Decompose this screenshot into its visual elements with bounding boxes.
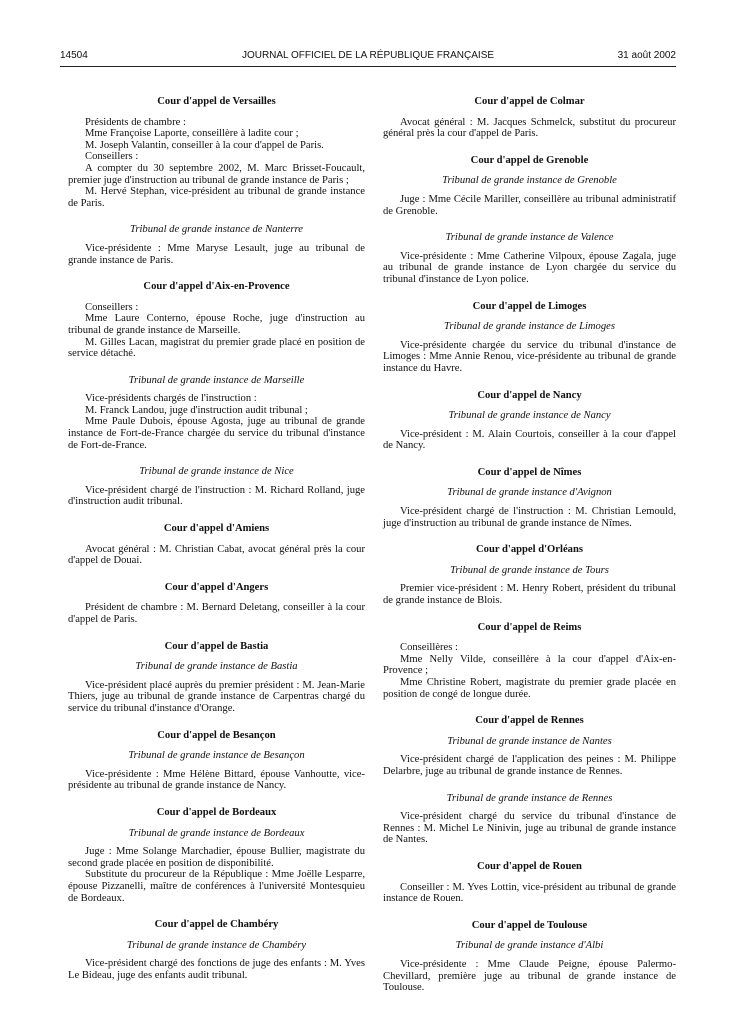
appointment-block — [383, 390, 676, 452]
court-heading: Cour d'appel de Reims — [477, 621, 582, 633]
court-heading: Cour d'appel de Chambéry — [154, 919, 279, 931]
appointment-block — [68, 641, 365, 715]
header-rule — [60, 66, 676, 67]
appointment-text: Substitute du procureur de la République : Mme Joëlle Lesparre, épouse Pizzanelli, maître de conférences à l'université Montesquieu de Bordeaux. — [68, 869, 365, 904]
appointment-block — [68, 807, 365, 904]
tribunal-heading: Tribunal de grande instance de Valence — [445, 232, 614, 244]
page-header — [60, 50, 676, 64]
appointment-block — [68, 96, 365, 209]
appointment-block — [68, 281, 365, 360]
appointment-text: Vice-président chargé de l'instruction : M. Richard Rolland, juge d'instruction audit tribunal. — [68, 484, 365, 508]
court-heading: Cour d'appel de Rennes — [475, 715, 584, 727]
court-heading: Cour d'appel d'Orléans — [476, 544, 583, 556]
appointment-text: Vice-président placé auprès du premier président : M. Jean-Marie Thiers, juge au tribunal de grande instance de Carpentras chargé du service du tribunal d'instance d'Orange. — [68, 679, 365, 714]
appointment-block — [383, 715, 676, 777]
appointment-text: Vice-présidente : Mme Claude Peigne, épouse Palermo-Chevillard, première juge au tribunal de grande instance de Toulouse. — [383, 958, 676, 994]
tribunal-heading: Tribunal de grande instance de Tours — [450, 564, 609, 576]
tribunal-heading: Tribunal de grande instance d'Avignon — [447, 487, 612, 499]
appointment-block — [68, 919, 365, 981]
tribunal-heading: Tribunal de grande instance de Nancy — [448, 410, 611, 422]
appointment-block — [383, 861, 676, 905]
appointment-text: Vice-présidente chargée du service du tribunal d'instance de Limoges : Mme Annie Renou, vice-présidente au tribunal de grande instance du Havre. — [383, 339, 676, 374]
appointment-block — [383, 793, 676, 846]
court-heading: Cour d'appel d'Angers — [164, 581, 269, 593]
appointment-text: Mme Françoise Laporte, conseillère à ladite cour ; — [85, 128, 299, 140]
journal-title: JOURNAL OFFICIEL DE LA RÉPUBLIQUE FRANÇAISE — [241, 50, 495, 61]
appointment-text: Conseillers : — [85, 301, 139, 313]
appointment-block — [383, 467, 676, 529]
tribunal-heading: Tribunal de grande instance de Nantes — [447, 735, 612, 747]
appointment-text: Juge : Mme Cécile Mariller, conseillère au tribunal administratif de Grenoble. — [383, 193, 676, 217]
appointment-block — [383, 301, 676, 375]
court-heading: Cour d'appel d'Aix-en-Provence — [143, 281, 290, 293]
appointment-text: M. Hervé Stephan, vice-président au tribunal de grande instance de Paris. — [68, 186, 365, 209]
appointment-block — [68, 730, 365, 792]
appointment-text: Avocat général : M. Jacques Schmelck, substitut du procureur général près la cour d'appel de Paris. — [383, 116, 676, 140]
appointment-text: Mme Laure Conterno, épouse Roche, juge d'instruction au tribunal de grande instance de Marseille. — [68, 313, 365, 336]
tribunal-heading: Tribunal de grande instance de Chambéry — [126, 939, 307, 951]
appointment-text: Conseillères : — [400, 642, 458, 654]
tribunal-heading: Tribunal de grande instance de Nice — [139, 466, 294, 478]
appointment-text: M. Franck Landou, juge d'instruction audit tribunal ; — [85, 404, 308, 416]
issue-date: 31 août 2002 — [617, 50, 676, 61]
tribunal-heading: Tribunal de grande instance de Marseille — [128, 374, 305, 386]
tribunal-heading: Tribunal de grande instance d'Albi — [455, 940, 604, 952]
appointment-text: M. Joseph Valantin, conseiller à la cour d'appel de Paris. — [85, 139, 324, 151]
appointment-text: Vice-président : M. Alain Courtois, conseiller à la cour d'appel de Nancy. — [383, 428, 676, 452]
appointment-block — [383, 232, 676, 285]
tribunal-heading: Tribunal de grande instance de Bordeaux — [128, 827, 305, 839]
appointment-text: Conseiller : M. Yves Lottin, vice-président au tribunal de grande instance de Rouen. — [383, 881, 676, 905]
appointment-text: Vice-présidente : Mme Maryse Lesault, juge au tribunal de grande instance de Paris. — [68, 242, 365, 266]
court-heading: Cour d'appel de Nancy — [477, 389, 582, 401]
tribunal-heading: Tribunal de grande instance de Besançon — [128, 750, 305, 762]
tribunal-heading: Tribunal de grande instance de Limoges — [444, 321, 615, 333]
appointment-text: Vice-président chargé des fonctions de juge des enfants : M. Yves Le Bideau, juge des enfants audit tribunal. — [68, 958, 365, 981]
appointment-text: Vice-présidente : Mme Catherine Vilpoux, épouse Zagala, juge au tribunal de grande instance de Lyon chargée du service du tribunal d'instance de Lyon police. — [383, 250, 676, 285]
court-heading: Cour d'appel de Bastia — [164, 640, 269, 652]
court-heading: Cour d'appel de Versailles — [157, 96, 276, 107]
appointment-text: Avocat général : M. Christian Cabat, avocat général près la cour d'appel de Douai. — [68, 543, 365, 567]
appointment-text: A compter du 30 septembre 2002, M. Marc Brisset-Foucault, premier juge d'instruction au tribunal de grande instance de Paris ; — [68, 162, 365, 186]
appointment-text: Premier vice-président : M. Henry Robert, président du tribunal de grande instance de Blois. — [383, 583, 676, 607]
tribunal-heading: Tribunal de grande instance de Bastia — [135, 661, 298, 673]
court-heading: Cour d'appel de Colmar — [474, 96, 585, 107]
court-heading: Cour d'appel de Grenoble — [470, 154, 589, 166]
appointment-text: Vice-présidente : Mme Hélène Bittard, épouse Vanhoutte, vice-présidente au tribunal de grande instance de Nancy. — [68, 768, 365, 792]
appointment-block — [68, 582, 365, 626]
appointment-text: Mme Christine Robert, magistrate du premier grade placée en position de congé de longue durée. — [383, 677, 676, 700]
appointment-block — [68, 375, 365, 452]
appointment-text: M. Gilles Lacan, magistrat du premier grade placé en position de service détaché. — [68, 336, 365, 360]
left-column — [68, 96, 365, 996]
court-heading: Cour d'appel de Bordeaux — [156, 806, 277, 818]
appointment-block — [68, 523, 365, 567]
appointment-block — [383, 622, 676, 701]
appointment-text: Vice-président chargé de l'application des peines : M. Philippe Delarbre, juge au tribunal de grande instance de Rennes. — [383, 754, 676, 777]
appointment-block — [383, 544, 676, 606]
appointment-text: Vice-présidents chargés de l'instruction : — [85, 393, 257, 405]
right-column — [383, 96, 676, 1009]
court-heading: Cour d'appel de Rouen — [477, 860, 582, 872]
appointment-text: Vice-président chargé du service du tribunal d'instance de Rennes : M. Michel Le Ninivin, juge au tribunal de grande instance de Nantes. — [383, 811, 676, 846]
tribunal-heading: Tribunal de grande instance de Grenoble — [442, 175, 617, 187]
tribunal-heading: Tribunal de grande instance de Rennes — [446, 792, 613, 804]
court-heading: Cour d'appel de Limoges — [472, 300, 587, 312]
appointment-text: Juge : Mme Solange Marchadier, épouse Bullier, magistrate du second grade placée en position de disponibilité. — [68, 846, 365, 869]
tribunal-heading: Tribunal de grande instance de Nanterre — [130, 224, 303, 236]
appointment-text: Vice-président chargé de l'instruction : M. Christian Lemould, juge d'instruction au tribunal de grande instance de Nîmes. — [383, 506, 676, 529]
court-heading: Cour d'appel de Besançon — [157, 729, 276, 741]
page-number: 14504 — [60, 50, 88, 61]
appointment-block — [68, 224, 365, 266]
appointment-text: Conseillers : — [85, 151, 139, 163]
appointment-block — [383, 96, 676, 140]
appointment-text: Présidents de chambre : — [85, 116, 186, 128]
appointment-block — [383, 920, 676, 994]
court-heading: Cour d'appel d'Amiens — [163, 523, 270, 535]
appointment-text: Président de chambre : M. Bernard Deletang, conseiller à la cour d'appel de Paris. — [68, 602, 365, 625]
appointment-text: Mme Nelly Vilde, conseillère à la cour d'appel d'Aix-en-Provence ; — [383, 653, 676, 677]
appointment-block — [383, 155, 676, 217]
appointment-text: Mme Paule Dubois, épouse Agosta, juge au tribunal de grande instance de Fort-de-France chargée du service du tribunal d'instance de Fort-de-France. — [68, 416, 365, 451]
appointment-block — [68, 466, 365, 508]
court-heading: Cour d'appel de Nîmes — [477, 466, 582, 478]
court-heading: Cour d'appel de Toulouse — [471, 919, 588, 931]
